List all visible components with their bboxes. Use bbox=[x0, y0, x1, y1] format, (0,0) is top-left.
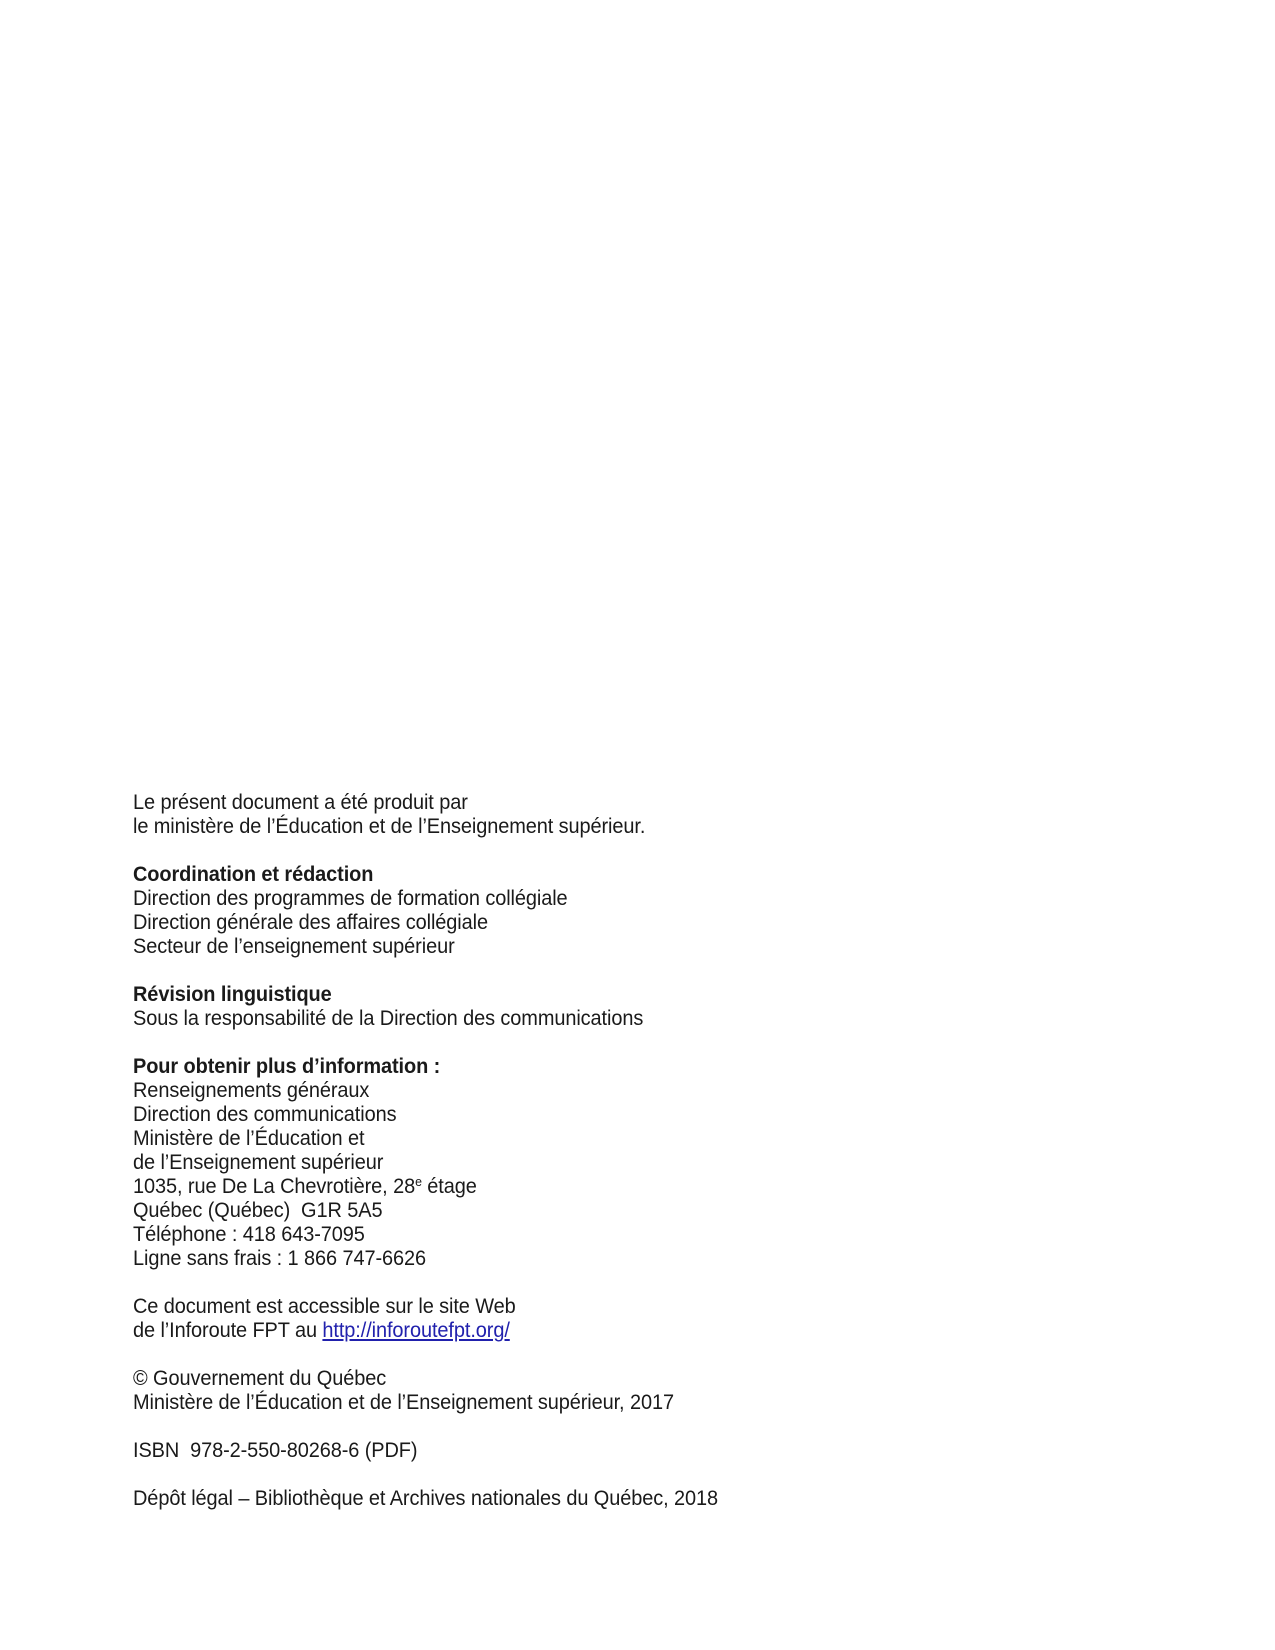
more-info-line-3: Ministère de l’Éducation et bbox=[133, 1127, 365, 1150]
coordination-paragraph bbox=[133, 863, 718, 959]
address-ordinal-superscript: e bbox=[415, 1174, 422, 1189]
colophon-text-block bbox=[133, 791, 718, 1535]
copyright-paragraph bbox=[133, 1367, 718, 1415]
legal-deposit-line: Dépôt légal – Bibliothèque et Archives nationales du Québec, 2018 bbox=[133, 1487, 718, 1510]
web-access-line-1: Ce document est accessible sur le site Web bbox=[133, 1295, 516, 1318]
copyright-line-1: © Gouvernement du Québec bbox=[133, 1367, 387, 1390]
produced-by-paragraph bbox=[133, 791, 718, 839]
legal-deposit-paragraph bbox=[133, 1487, 718, 1511]
web-access-line-2 bbox=[133, 1319, 718, 1343]
web-access-paragraph bbox=[133, 1295, 718, 1343]
address-suffix: étage bbox=[421, 1175, 477, 1198]
revision-paragraph bbox=[133, 983, 718, 1031]
inforoute-link[interactable]: http://inforoutefpt.org/ bbox=[322, 1319, 510, 1342]
produced-by-line-1: Le présent document a été produit par bbox=[133, 791, 468, 814]
coordination-heading: Coordination et rédaction bbox=[133, 863, 374, 886]
web-access-line-2-prefix: de l’Inforoute FPT au bbox=[133, 1319, 323, 1342]
more-info-paragraph bbox=[133, 1055, 718, 1271]
copyright-line-2: Ministère de l’Éducation et de l’Enseignement supérieur, 2017 bbox=[133, 1391, 674, 1414]
more-info-line-1: Renseignements généraux bbox=[133, 1079, 370, 1102]
coordination-line-3: Secteur de l’enseignement supérieur bbox=[133, 935, 455, 958]
coordination-line-2: Direction générale des affaires collégiale bbox=[133, 911, 488, 934]
address-prefix: 1035, rue De La Chevrotière, 28 bbox=[133, 1175, 416, 1198]
address-line bbox=[133, 1175, 718, 1199]
more-info-heading: Pour obtenir plus d’information : bbox=[133, 1055, 441, 1078]
revision-heading: Révision linguistique bbox=[133, 983, 332, 1006]
phone-line: Téléphone : 418 643-7095 bbox=[133, 1223, 365, 1246]
coordination-line-1: Direction des programmes de formation collégiale bbox=[133, 887, 568, 910]
isbn-line: ISBN 978-2-550-80268-6 (PDF) bbox=[133, 1439, 418, 1462]
more-info-line-4: de l’Enseignement supérieur bbox=[133, 1151, 384, 1174]
isbn-paragraph bbox=[133, 1439, 718, 1463]
more-info-line-2: Direction des communications bbox=[133, 1103, 397, 1126]
city-postal-line: Québec (Québec) G1R 5A5 bbox=[133, 1199, 383, 1222]
revision-line-1: Sous la responsabilité de la Direction des communications bbox=[133, 1007, 644, 1030]
produced-by-line-2: le ministère de l’Éducation et de l’Enseignement supérieur. bbox=[133, 815, 646, 838]
toll-free-line: Ligne sans frais : 1 866 747-6626 bbox=[133, 1247, 427, 1270]
